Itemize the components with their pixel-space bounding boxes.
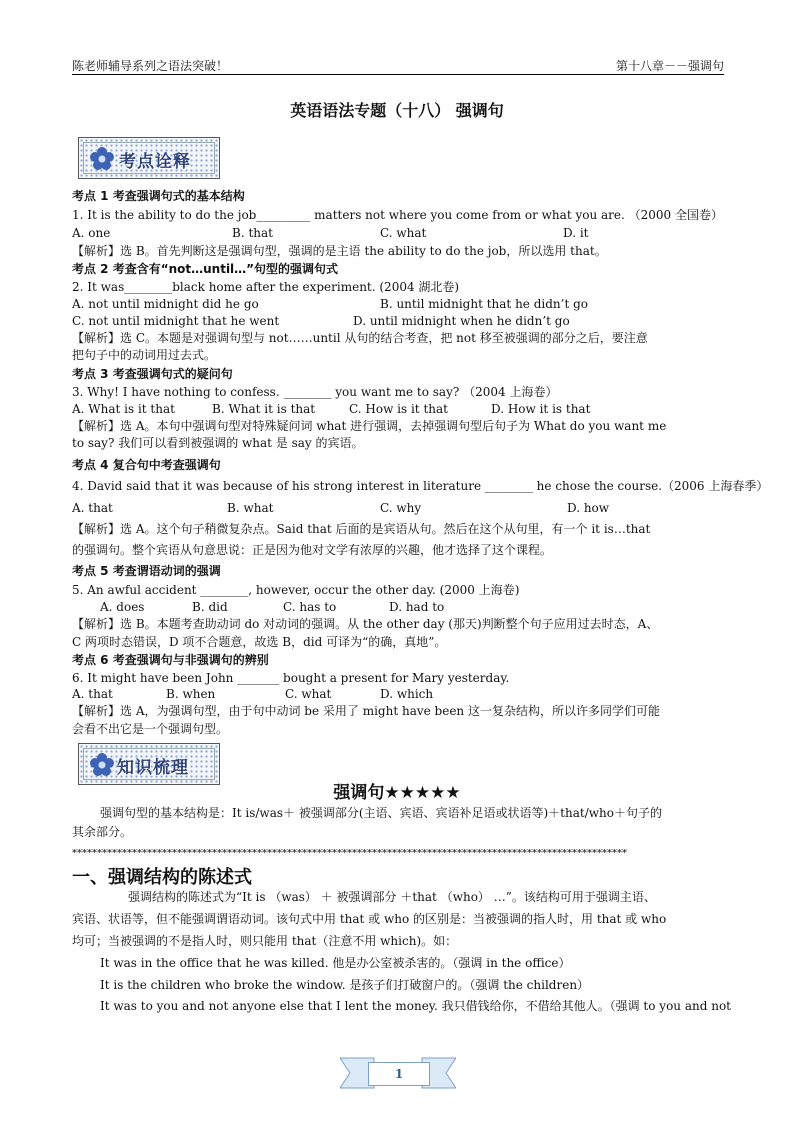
option: D. which bbox=[380, 687, 434, 701]
analysis: 【解析】选 B。本题考查助动词 do 对动词的强调。从 the other day (那天)判断整个句子应用过去时态，A、 bbox=[72, 617, 659, 631]
header-left: 陈老师辅导系列之语法突破！ bbox=[72, 59, 229, 73]
option: C. has to bbox=[283, 600, 337, 614]
option: D. had to bbox=[389, 600, 445, 614]
question: 1. It is the ability to do the job_________ matters not where you come from or what you are. （2000 全国卷） bbox=[72, 208, 723, 222]
option: D. until midnight when he didn’t go bbox=[353, 314, 570, 328]
option: C. what bbox=[380, 226, 427, 240]
flower-icon bbox=[89, 146, 115, 172]
analysis: 的强调句。整个宾语从句意思说：正是因为他对文学有浓厚的兴趣，他才选择了这个课程。 bbox=[72, 543, 553, 557]
analysis: 【解析】选 C。本题是对强调句型与 not……until 从句的结合考查，把 not 移至被强调的部分之后，要注意 bbox=[72, 331, 648, 345]
question: 3. Why! I have nothing to confess. ________ you want me to say? （2004 上海卷） bbox=[72, 385, 558, 399]
option: A. that bbox=[72, 687, 113, 701]
analysis: to say? 我们可以看到被强调的 what 是 say 的宾语。 bbox=[72, 436, 364, 450]
page-number-ribbon bbox=[340, 1052, 456, 1092]
analysis: C 两项时态错误，D 项不合题意，故选 B，did 可译为“的确，真地”。 bbox=[72, 635, 447, 649]
option: A. one bbox=[72, 226, 111, 240]
banner-kaodian-text: 考点诠释 bbox=[119, 152, 191, 172]
point-heading: 考点 1 考查强调句式的基本结构 bbox=[72, 189, 245, 203]
option: C. not until midnight that he went bbox=[72, 314, 280, 328]
question: 5. An awful accident ________, however, occur the other day. (2000 上海卷) bbox=[72, 583, 520, 597]
banner-zhishi-text: 知识梳理 bbox=[117, 758, 189, 778]
option: C. why bbox=[380, 501, 422, 515]
analysis: 【解析】选 B。首先判断这是强调句型，强调的是主语 the ability to do the job，所以选用 that。 bbox=[72, 244, 607, 258]
section-heading: 一、强调结构的陈述式 bbox=[72, 867, 252, 888]
intro-line: 强调句型的基本结构是：It is/was＋ 被强调部分(主语、宾语、宾语补足语或状语等)＋that/who＋句子的 bbox=[100, 806, 662, 820]
page-header bbox=[72, 56, 724, 75]
knowledge-title: 强调句★★★★★ bbox=[333, 783, 461, 803]
para-line: 宾语、状语等，但不能强调谓语动词。该句式中用 that 或 who 的区别是：当被强调的指人时，用 that 或 who bbox=[72, 912, 667, 926]
banner-kaodian bbox=[78, 137, 220, 179]
analysis: 【解析】选 A，为强调句型，由于句中动词 be 采用了 might have been 这一复杂结构，所以许多同学们可能 bbox=[72, 704, 660, 718]
option: B. did bbox=[192, 600, 228, 614]
option: A. What is it that bbox=[72, 402, 175, 416]
example: It is the children who broke the window. 是孩子们打破窗户的。（强调 the children） bbox=[100, 978, 590, 992]
option: B. that bbox=[232, 226, 273, 240]
option: D. How it is that bbox=[491, 402, 591, 416]
option: A. not until midnight did he go bbox=[72, 297, 259, 311]
point-heading: 考点 5 考查谓语动词的强调 bbox=[72, 564, 221, 578]
point-heading: 考点 3 考查强调句式的疑问句 bbox=[72, 367, 233, 381]
intro-line: 其余部分。 bbox=[72, 825, 133, 839]
analysis: 【解析】选 A。本句中强调句型对特殊疑问词 what 进行强调，去掉强调句型后句子为 What do you want me bbox=[72, 419, 667, 433]
option: C. How is it that bbox=[349, 402, 448, 416]
option: D. it bbox=[563, 226, 589, 240]
star-divider: *************************************************************************************************************** bbox=[72, 849, 627, 859]
option: B. when bbox=[166, 687, 216, 701]
question: 4. David said that it was because of his strong interest in literature ________ he chose the course.（2006 上海春季） bbox=[72, 479, 769, 493]
option: C. what bbox=[285, 687, 332, 701]
option: A. does bbox=[100, 600, 145, 614]
point-heading: 考点 2 考查含有“not…until…”句型的强调句式 bbox=[72, 262, 339, 276]
point-heading: 考点 4 复合句中考查强调句 bbox=[72, 458, 221, 472]
header-right: 第十八章－－强调句 bbox=[615, 59, 724, 73]
point-heading: 考点 6 考查强调句与非强调句的辨别 bbox=[72, 653, 269, 667]
example: It was to you and not anyone else that I lent the money. 我只借钱给你，不借给其他人。（强调 to you and not bbox=[100, 999, 731, 1013]
flower-icon bbox=[89, 752, 115, 778]
option: A. that bbox=[72, 501, 113, 515]
question: 6. It might have been John _______ bought a present for Mary yesterday. bbox=[72, 671, 510, 685]
page-number: 1 bbox=[368, 1062, 430, 1086]
analysis: 会看不出它是一个强调句型。 bbox=[72, 722, 229, 736]
para-line: 均可；当被强调的不是指人时，则只能用 that（注意不用 which)。如： bbox=[72, 934, 458, 948]
para-line: 强调结构的陈述式为“It is （was） ＋ 被强调部分 ＋that （who） …”。该结构可用于强调主语、 bbox=[128, 890, 656, 904]
option: B. until midnight that he didn’t go bbox=[380, 297, 589, 311]
option: D. how bbox=[567, 501, 610, 515]
page-title: 英语语法专题（十八） 强调句 bbox=[290, 101, 504, 120]
analysis: 把句子中的动词用过去式。 bbox=[72, 348, 217, 362]
question: 2. It was________black home after the experiment. (2004 湖北卷) bbox=[72, 280, 460, 294]
analysis: 【解析】选 A。这个句子稍微复杂点。Said that 后面的是宾语从句。然后在这个从句里，有一个 it is…that bbox=[72, 522, 651, 536]
example: It was in the office that he was killed. 他是办公室被杀害的。（强调 in the office） bbox=[100, 956, 571, 970]
option: B. what bbox=[227, 501, 274, 515]
option: B. What it is that bbox=[212, 402, 316, 416]
